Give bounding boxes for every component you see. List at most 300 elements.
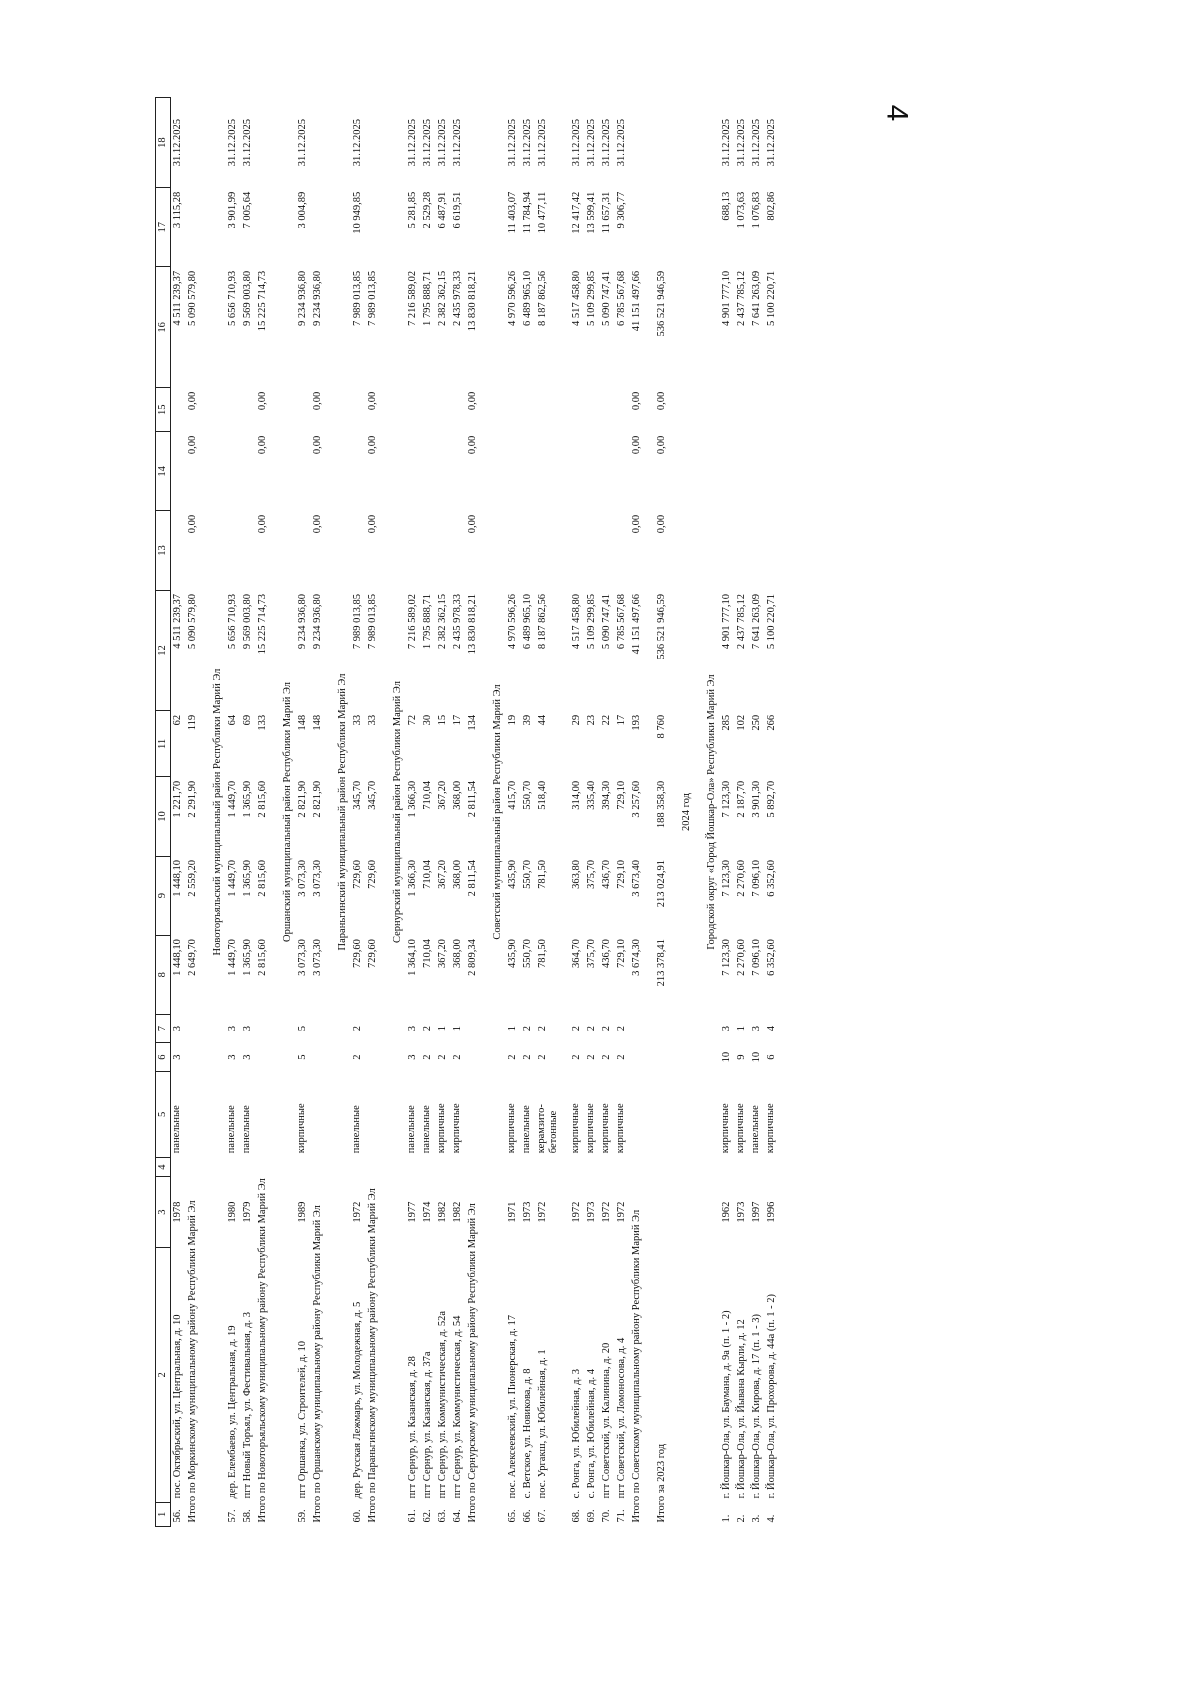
total-c18 — [630, 98, 645, 188]
value-c13 — [615, 511, 630, 590]
value-c14 — [765, 432, 780, 511]
value-c11: 22 — [601, 714, 612, 726]
total-c8: 2 649,70 — [187, 939, 198, 976]
section-heading-row — [491, 98, 506, 1527]
total-c18 — [256, 98, 271, 188]
col-4-cell — [451, 1157, 466, 1177]
value-c9: 710,04 — [422, 860, 433, 889]
section-heading: Оршанский муниципальный район Республики Марий Эл — [282, 682, 293, 942]
value-c13 — [296, 511, 311, 590]
wall-material-cell: кирпичные — [765, 1103, 776, 1154]
value-c11: 19 — [507, 714, 518, 726]
value-c16: 4 901 777,10 — [721, 270, 732, 326]
total-c13: 0,00 — [312, 514, 323, 534]
value-c12: 1 795 888,71 — [422, 594, 433, 650]
col-4-cell — [536, 1157, 560, 1177]
value-c15 — [406, 388, 421, 432]
value-c15 — [750, 388, 765, 432]
row-number: 69. — [586, 1509, 597, 1523]
total-c14: 0,00 — [656, 435, 667, 455]
value-c13 — [536, 511, 560, 590]
year-cell: 1982 — [437, 1201, 448, 1223]
floors-cell: 5 — [297, 1054, 308, 1060]
total-c9: 3 073,30 — [312, 860, 323, 897]
value-c12: 7 641 263,09 — [751, 594, 762, 650]
column-header-13: 13 — [156, 511, 171, 590]
col-4-cell — [421, 1157, 436, 1177]
entrances-cell: 1 — [507, 1025, 518, 1032]
total-c13: 0,00 — [187, 514, 198, 534]
section-heading: Городской округ «Город Йошкар-Ола» Республики Марий Эл — [706, 674, 717, 950]
total-c17 — [256, 188, 271, 267]
row-number: 68. — [571, 1509, 582, 1523]
value-c12: 7 216 589,02 — [407, 594, 418, 650]
total-c8: 729,60 — [367, 939, 378, 969]
entrances-cell: 3 — [172, 1025, 183, 1032]
spacer-row — [481, 98, 491, 1527]
value-c11: 15 — [437, 714, 448, 726]
total-c17 — [655, 188, 670, 267]
column-number-header — [156, 98, 171, 1527]
address-cell: дер. Русская Лежмарь, ул. Молодежная, д. 5 — [352, 1301, 363, 1499]
year-cell: 1972 — [601, 1201, 612, 1223]
value-c16: 6 489 965,10 — [522, 270, 533, 326]
section-heading-row — [680, 98, 695, 1527]
row-number: 63. — [437, 1509, 448, 1523]
wall-material-cell: панельные — [521, 1105, 532, 1154]
deadline-cell: 31.12.2025 — [721, 118, 732, 167]
address-cell: дер. Елембаево, ул. Центральная, д. 19 — [227, 1325, 238, 1499]
total-c16: 41 151 497,66 — [631, 270, 642, 332]
value-c14 — [171, 432, 187, 511]
address-cell: пгт Сернур, ул. Коммунистическая, д. 54 — [452, 1315, 463, 1499]
value-c8: 436,70 — [601, 939, 612, 969]
value-c17: 12 417,42 — [571, 191, 582, 234]
value-c10: 710,04 — [422, 780, 433, 810]
total-row — [630, 98, 645, 1527]
column-header-18: 18 — [156, 98, 171, 188]
column-header-5: 5 — [156, 1071, 171, 1157]
table-row — [750, 98, 765, 1527]
value-c10: 314,00 — [571, 780, 582, 810]
entrances-cell: 3 — [751, 1025, 762, 1032]
value-c13 — [570, 511, 585, 590]
value-c15 — [536, 388, 560, 432]
col-4-cell — [720, 1157, 735, 1177]
total-c17 — [630, 188, 645, 267]
year-cell: 1972 — [571, 1201, 582, 1223]
address-cell: пгт Сернур, ул. Казанская, д. 28 — [407, 1356, 418, 1499]
value-c12: 2 382 362,15 — [437, 594, 448, 650]
page-number: 4 — [880, 104, 914, 122]
value-c16: 5 656 710,93 — [227, 270, 238, 326]
table-row — [536, 98, 560, 1527]
wall-material-cell: кирпичные — [735, 1103, 746, 1154]
year-cell: 1982 — [452, 1201, 463, 1223]
value-c9: 363,80 — [571, 860, 582, 889]
total-c9: 729,60 — [367, 860, 378, 889]
deadline-cell: 31.12.2025 — [422, 118, 433, 167]
table-row — [600, 98, 615, 1527]
value-c13 — [750, 511, 765, 590]
floors-cell: 2 — [616, 1054, 627, 1060]
floors-cell: 2 — [537, 1054, 548, 1060]
year-cell: 1973 — [522, 1201, 533, 1223]
value-c11: 102 — [736, 714, 747, 731]
spacer-cell — [201, 98, 211, 1527]
value-c13 — [241, 511, 256, 590]
entrances-cell: 3 — [407, 1025, 418, 1032]
value-c12: 4 901 777,10 — [721, 594, 732, 650]
value-c14 — [615, 432, 630, 511]
section-heading: Новоторъяльский муниципальный район Республики Марий Эл — [212, 668, 223, 956]
total-row — [466, 98, 481, 1527]
total-c10: 2 821,90 — [312, 780, 323, 818]
value-c8: 1 364,10 — [407, 939, 418, 976]
value-c17: 11 657,31 — [601, 191, 612, 234]
value-c16: 5 090 747,41 — [601, 270, 612, 326]
address-cell: пгт Советский, ул. Калинина, д. 20 — [601, 1342, 612, 1499]
total-c15: 0,00 — [467, 391, 478, 411]
value-c14 — [351, 432, 366, 511]
column-header-8: 8 — [156, 935, 171, 1014]
total-c10: 3 257,60 — [631, 780, 642, 818]
total-c13: 0,00 — [367, 514, 378, 534]
total-c17 — [186, 188, 201, 267]
value-c15 — [600, 388, 615, 432]
column-header-10: 10 — [156, 777, 171, 856]
value-c14 — [720, 432, 735, 511]
value-c8: 1 449,70 — [227, 939, 238, 976]
value-c15 — [296, 388, 311, 432]
col-4-cell — [521, 1157, 536, 1177]
column-header-4: 4 — [156, 1157, 171, 1177]
total-c9: 2 559,20 — [187, 860, 198, 897]
value-c14 — [521, 432, 536, 511]
table-row — [615, 98, 630, 1527]
col-4-cell — [765, 1157, 780, 1177]
total-label: Итого за 2023 год — [656, 1443, 667, 1523]
value-c10: 394,30 — [601, 780, 612, 810]
table-row — [765, 98, 780, 1527]
address-cell: г. Йошкар-Ола, ул. Прохорова, д. 44а (п. 1 - 2) — [766, 1294, 777, 1499]
total-row — [256, 98, 271, 1527]
value-c15 — [421, 388, 436, 432]
year-cell: 1972 — [537, 1201, 548, 1223]
entrances-cell: 1 — [437, 1025, 448, 1032]
table-row — [421, 98, 436, 1527]
total-label: Итого по Сернурскому муниципальному району Республики Марий Эл — [467, 1203, 478, 1523]
table-row — [585, 98, 600, 1527]
value-c9: 2 270,60 — [736, 860, 747, 897]
total-c16: 7 989 013,85 — [367, 270, 378, 326]
value-c12: 6 489 965,10 — [522, 594, 533, 650]
value-c13 — [506, 511, 521, 590]
deadline-cell: 31.12.2025 — [522, 118, 533, 167]
address-cell: г. Йошкар-Ола, ул. Баумана, д. 9а (п. 1 - 2) — [721, 1310, 732, 1499]
col-4-cell — [615, 1157, 630, 1177]
deadline-cell: 31.12.2025 — [437, 118, 448, 167]
year-cell: 1978 — [172, 1201, 183, 1223]
table-row — [241, 98, 256, 1527]
value-c11: 17 — [452, 714, 463, 726]
value-c12: 2 437 785,12 — [736, 594, 747, 650]
value-c9: 1 448,10 — [172, 860, 183, 897]
value-c9: 7 096,10 — [751, 860, 762, 897]
value-c17: 2 529,28 — [422, 191, 433, 229]
section-heading-row — [211, 98, 226, 1527]
floors-cell: 2 — [422, 1054, 433, 1060]
total-label: Итого по Советскому муниципальному району Республики Марий Эл — [631, 1209, 642, 1523]
value-c10: 7 123,30 — [721, 780, 732, 818]
entrances-cell: 3 — [227, 1025, 238, 1032]
total-c18 — [186, 98, 201, 188]
value-c12: 5 656 710,93 — [227, 594, 238, 650]
value-c17: 11 403,07 — [507, 191, 518, 234]
address-cell: пгт Оршанка, ул. Строителей, д. 10 — [297, 1341, 308, 1499]
section-heading: Параньгинский муниципальный район Республики Марий Эл — [337, 673, 348, 951]
total-c13: 0,00 — [467, 514, 478, 534]
value-c8: 435,90 — [507, 939, 518, 969]
column-header-15: 15 — [156, 388, 171, 432]
value-c11: 44 — [537, 714, 548, 726]
row-number: 67. — [537, 1509, 548, 1523]
row-number: 56. — [172, 1509, 183, 1523]
total-c13: 0,00 — [257, 514, 268, 534]
entrances-cell: 2 — [352, 1025, 363, 1032]
value-c9: 368,00 — [452, 860, 463, 889]
value-c12: 5 109 299,85 — [586, 594, 597, 650]
total-c10: 188 358,30 — [656, 780, 667, 829]
deadline-cell: 31.12.2025 — [407, 118, 418, 167]
value-c8: 781,50 — [537, 939, 548, 969]
value-c17: 802,86 — [766, 191, 777, 221]
value-c9: 375,70 — [586, 860, 597, 889]
deadline-cell: 31.12.2025 — [452, 118, 463, 167]
deadline-cell: 31.12.2025 — [227, 118, 238, 167]
total-c11: 148 — [312, 714, 323, 731]
value-c16: 4 970 596,26 — [507, 270, 518, 326]
value-c11: 62 — [172, 714, 183, 726]
value-c13 — [406, 511, 421, 590]
value-c8: 7 123,30 — [721, 939, 732, 976]
wall-material-cell: панельные — [406, 1105, 417, 1154]
wall-material-cell: кирпичные — [585, 1103, 596, 1154]
value-c11: 72 — [407, 714, 418, 726]
value-c9: 7 123,30 — [721, 860, 732, 897]
value-c16: 7 216 589,02 — [407, 270, 418, 326]
value-c17: 1 073,63 — [736, 191, 747, 229]
spacer-row — [201, 98, 211, 1527]
total-c15: 0,00 — [656, 391, 667, 411]
value-c13 — [521, 511, 536, 590]
value-c14 — [585, 432, 600, 511]
deadline-cell: 31.12.2025 — [537, 118, 548, 167]
total-c9: 2 811,54 — [467, 860, 478, 897]
total-c8: 2 815,60 — [257, 939, 268, 976]
total-c11: 133 — [257, 714, 268, 731]
housing-repair-table — [155, 97, 780, 1527]
row-number: 66. — [522, 1509, 533, 1523]
column-header-3: 3 — [156, 1177, 171, 1247]
total-c9: 213 024,91 — [656, 860, 667, 908]
floors-cell: 3 — [227, 1054, 238, 1060]
value-c8: 1 365,90 — [242, 939, 253, 976]
floors-cell: 2 — [507, 1054, 518, 1060]
address-cell: пос. Ургакш, ул. Юбилейная, д. 1 — [537, 1349, 548, 1499]
col-4-cell — [241, 1157, 256, 1177]
total-c16: 13 830 818,21 — [467, 270, 478, 332]
spacer-row — [670, 98, 680, 1527]
value-c13 — [735, 511, 750, 590]
value-c14 — [296, 432, 311, 511]
col-4-cell — [351, 1157, 366, 1177]
total-c9: 2 815,60 — [257, 860, 268, 897]
wall-material-cell: кирпичные — [720, 1103, 731, 1154]
column-header-6: 6 — [156, 1043, 171, 1072]
value-c16: 9 569 003,80 — [242, 270, 253, 326]
value-c15 — [765, 388, 780, 432]
col-4-cell — [436, 1157, 451, 1177]
value-c17: 3 115,28 — [172, 191, 183, 229]
year-cell: 1973 — [736, 1201, 747, 1223]
column-header-16: 16 — [156, 267, 171, 388]
spacer-cell — [381, 98, 391, 1527]
spacer-cell — [670, 98, 680, 1527]
value-c13 — [720, 511, 735, 590]
table-row — [506, 98, 521, 1527]
column-header-11: 11 — [156, 711, 171, 777]
total-c12: 15 225 714,73 — [257, 594, 268, 655]
value-c17: 6 619,51 — [452, 191, 463, 229]
value-c9: 550,70 — [522, 860, 533, 889]
floors-cell: 2 — [452, 1054, 463, 1060]
value-c9: 436,70 — [601, 860, 612, 889]
total-c15: 0,00 — [187, 391, 198, 411]
row-number: 62. — [422, 1509, 433, 1523]
value-c11: 250 — [751, 714, 762, 731]
total-c18 — [655, 98, 670, 188]
deadline-cell: 31.12.2025 — [751, 118, 762, 167]
value-c14 — [506, 432, 521, 511]
entrances-cell: 2 — [616, 1025, 627, 1032]
value-c13 — [451, 511, 466, 590]
wall-material-cell: кирпичные — [615, 1103, 626, 1154]
deadline-cell: 31.12.2025 — [616, 118, 627, 167]
total-row — [655, 98, 670, 1527]
value-c8: 2 270,60 — [736, 939, 747, 976]
value-c10: 1 221,70 — [172, 780, 183, 818]
total-label: Итого по Моркинскому муниципальному району Республики Марий Эл — [187, 1200, 198, 1523]
value-c17: 1 076,83 — [751, 191, 762, 229]
value-c16: 5 109 299,85 — [586, 270, 597, 326]
total-c9: 3 673,40 — [631, 860, 642, 897]
value-c10: 5 892,70 — [766, 780, 777, 818]
total-c11: 193 — [631, 714, 642, 731]
value-c15 — [226, 388, 241, 432]
total-c14: 0,00 — [257, 435, 268, 455]
value-c15 — [451, 388, 466, 432]
wall-material-cell: панельные — [421, 1105, 432, 1154]
floors-cell: 6 — [766, 1054, 777, 1060]
value-c14 — [735, 432, 750, 511]
total-c18 — [311, 98, 326, 188]
value-c8: 7 096,10 — [751, 939, 762, 976]
wall-material-cell: кирпичные — [296, 1103, 307, 1154]
value-c12: 4 511 239,37 — [172, 594, 183, 649]
value-c14 — [536, 432, 560, 511]
value-c10: 2 187,70 — [736, 780, 747, 818]
value-c15 — [615, 388, 630, 432]
floors-cell: 2 — [437, 1054, 448, 1060]
col-4-cell — [296, 1157, 311, 1177]
table-row — [296, 98, 311, 1527]
value-c17: 11 784,94 — [522, 191, 533, 234]
value-c16: 7 989 013,85 — [352, 270, 363, 326]
entrances-cell: 1 — [736, 1025, 747, 1032]
value-c9: 1 365,90 — [242, 860, 253, 897]
value-c15 — [585, 388, 600, 432]
value-c8: 729,60 — [352, 939, 363, 969]
value-c17: 9 306,77 — [616, 191, 627, 229]
value-c13 — [765, 511, 780, 590]
column-header-9: 9 — [156, 856, 171, 935]
address-cell: с. Ронга, ул. Юбилейная, д. 4 — [586, 1369, 597, 1499]
row-number: 2. — [736, 1514, 747, 1523]
section-heading-row — [281, 98, 296, 1527]
value-c16: 8 187 862,56 — [537, 270, 548, 326]
address-cell: пгт Сернур, ул. Коммунистическая, д. 52а — [437, 1311, 448, 1499]
spacer-cell — [271, 98, 281, 1527]
value-c16: 2 437 785,12 — [736, 270, 747, 326]
deadline-cell: 31.12.2025 — [766, 118, 777, 167]
column-header-1: 1 — [156, 1502, 171, 1526]
year-cell: 1972 — [352, 1201, 363, 1223]
spacer-row — [645, 98, 655, 1527]
table-row — [521, 98, 536, 1527]
value-c16: 5 100 220,71 — [766, 270, 777, 326]
value-c12: 6 785 567,68 — [616, 594, 627, 650]
row-number: 64. — [452, 1509, 463, 1523]
value-c13 — [421, 511, 436, 590]
value-c14 — [451, 432, 466, 511]
total-label: Итого по Параньгинскому муниципальному району Республики Марий Эл — [367, 1188, 378, 1523]
total-c16: 536 521 946,59 — [656, 270, 667, 337]
section-heading-row — [336, 98, 351, 1527]
value-c15 — [506, 388, 521, 432]
value-c8: 375,70 — [586, 939, 597, 969]
value-c8: 367,20 — [437, 939, 448, 969]
value-c8: 550,70 — [522, 939, 533, 969]
address-cell: г. Йошкар-Ола, ул. Йывана Кырли, д. 12 — [736, 1319, 747, 1499]
value-c9: 3 073,30 — [297, 860, 308, 897]
row-number: 65. — [507, 1509, 518, 1523]
year-cell: 1979 — [242, 1201, 253, 1223]
value-c11: 29 — [571, 714, 582, 726]
spacer-cell — [695, 98, 705, 1527]
floors-cell: 10 — [751, 1051, 762, 1063]
column-header-12: 12 — [156, 590, 171, 711]
year-cell: 1974 — [422, 1201, 433, 1223]
value-c16: 4 517 458,80 — [571, 270, 582, 326]
total-c8: 3 073,30 — [312, 939, 323, 976]
wall-material-cell: кирпичные — [600, 1103, 611, 1154]
value-c12: 9 234 936,80 — [297, 594, 308, 650]
value-c10: 1 449,70 — [227, 780, 238, 818]
total-c13: 0,00 — [656, 514, 667, 534]
total-c12: 7 989 013,85 — [367, 594, 378, 650]
spacer-row — [271, 98, 281, 1527]
